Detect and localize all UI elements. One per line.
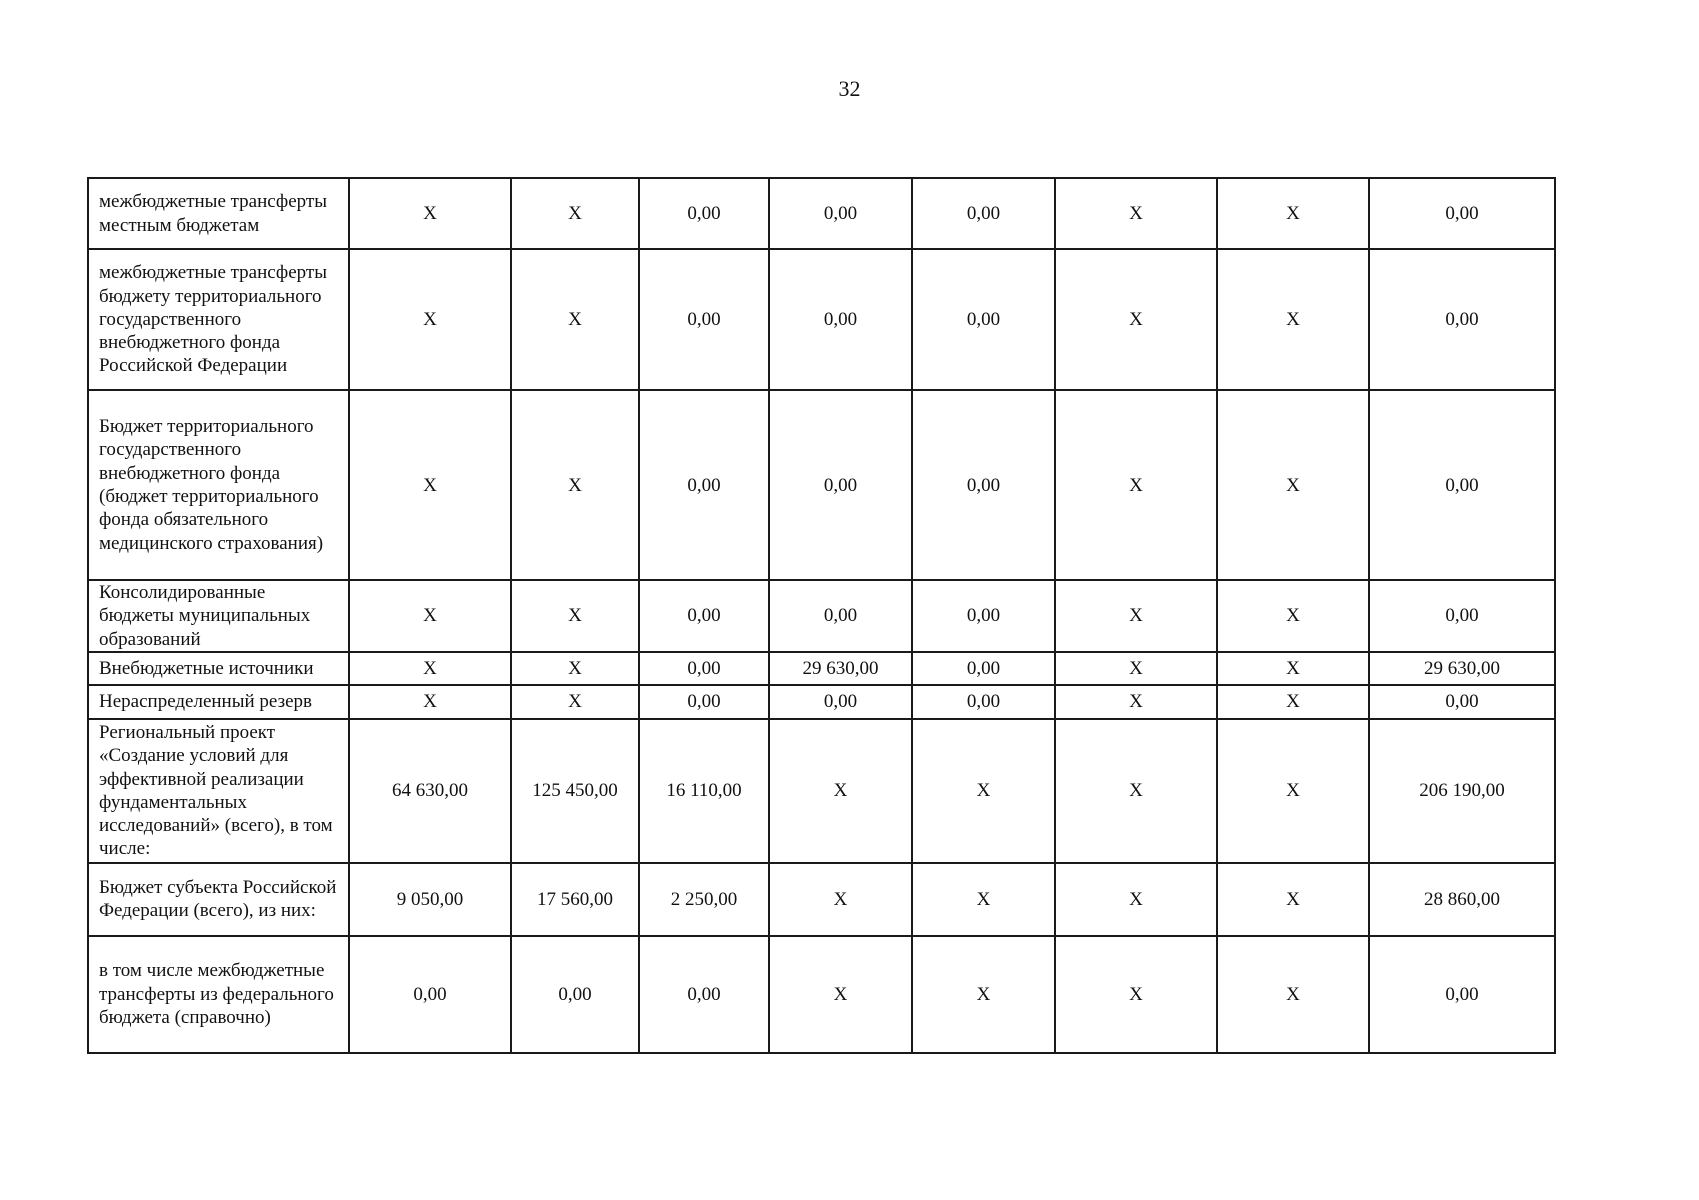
row-label: межбюджетные трансферты бюджету территориального государственного внебюджетного фонда Российской Федерации [88, 249, 349, 390]
table-cell: X [1217, 580, 1369, 652]
table-cell: X [1055, 685, 1217, 719]
table-cell: 0,00 [639, 249, 769, 390]
row-label: Бюджет территориального государственного внебюджетного фонда (бюджет территориального фонда обязательного медицинского страхования) [88, 390, 349, 580]
table-row [88, 685, 1555, 719]
table-cell: X [511, 390, 639, 580]
budget-table [87, 177, 1556, 1054]
table-row [88, 719, 1555, 863]
row-label: Бюджет субъекта Российской Федерации (всего), из них: [88, 863, 349, 936]
table-cell: 0,00 [769, 178, 912, 249]
table-cell: 0,00 [639, 652, 769, 685]
table-cell: 64 630,00 [349, 719, 511, 863]
table-row [88, 936, 1555, 1053]
table-cell: 0,00 [639, 390, 769, 580]
table-cell: 0,00 [912, 652, 1055, 685]
table-cell: 0,00 [912, 249, 1055, 390]
table-cell: 0,00 [1369, 178, 1555, 249]
table-cell: 0,00 [769, 249, 912, 390]
table-cell: X [1055, 178, 1217, 249]
table-cell: 0,00 [912, 390, 1055, 580]
row-label: Региональный проект «Создание условий для эффективной реализации фундаментальных исследований» (всего), в том числе: [88, 719, 349, 863]
table-cell: 0,00 [639, 580, 769, 652]
table-cell: 29 630,00 [1369, 652, 1555, 685]
table-cell: X [1217, 863, 1369, 936]
table-cell: X [1055, 249, 1217, 390]
table-cell: X [349, 178, 511, 249]
page-number: 32 [838, 76, 861, 101]
table-cell: 0,00 [912, 178, 1055, 249]
table-cell: 0,00 [1369, 249, 1555, 390]
table-cell: X [1217, 652, 1369, 685]
table-cell: X [1055, 580, 1217, 652]
table-cell: 0,00 [1369, 580, 1555, 652]
table-row [88, 249, 1555, 390]
table-cell: X [769, 936, 912, 1053]
table-cell: 0,00 [1369, 936, 1555, 1053]
row-label: Нераспределенный резерв [88, 685, 349, 719]
table-cell: 9 050,00 [349, 863, 511, 936]
table-cell: X [511, 652, 639, 685]
table-cell: X [511, 580, 639, 652]
table-cell: X [511, 249, 639, 390]
table-cell: 125 450,00 [511, 719, 639, 863]
table-cell: X [912, 719, 1055, 863]
table-cell: X [1055, 863, 1217, 936]
table-cell: X [349, 652, 511, 685]
table-row [88, 580, 1555, 652]
table-cell: X [769, 719, 912, 863]
table-cell: X [511, 178, 639, 249]
table-cell: 0,00 [769, 390, 912, 580]
table-cell: X [1217, 390, 1369, 580]
table-cell: X [912, 863, 1055, 936]
table-cell: X [349, 390, 511, 580]
table-cell: X [349, 580, 511, 652]
table-row [88, 390, 1555, 580]
table-row [88, 863, 1555, 936]
table-row [88, 652, 1555, 685]
table-cell: 29 630,00 [769, 652, 912, 685]
table-cell: 0,00 [511, 936, 639, 1053]
table-cell: 0,00 [769, 580, 912, 652]
table-cell: 0,00 [912, 685, 1055, 719]
table-cell: X [1217, 178, 1369, 249]
table-cell: 0,00 [639, 178, 769, 249]
table-row [88, 178, 1555, 249]
table-cell: X [1217, 249, 1369, 390]
table-cell: X [1217, 936, 1369, 1053]
table-cell: 0,00 [769, 685, 912, 719]
table-cell: 28 860,00 [1369, 863, 1555, 936]
table-cell: 0,00 [639, 936, 769, 1053]
table-cell: 0,00 [639, 685, 769, 719]
table-cell: X [912, 936, 1055, 1053]
table-cell: X [1055, 719, 1217, 863]
table-cell: 0,00 [1369, 685, 1555, 719]
table-cell: 0,00 [912, 580, 1055, 652]
table-cell: X [349, 249, 511, 390]
table-cell: 2 250,00 [639, 863, 769, 936]
table-cell: X [511, 685, 639, 719]
row-label: Внебюджетные источники [88, 652, 349, 685]
table-cell: X [1055, 390, 1217, 580]
table-cell: 206 190,00 [1369, 719, 1555, 863]
table-cell: X [349, 685, 511, 719]
table-cell: X [769, 863, 912, 936]
table-cell: 0,00 [1369, 390, 1555, 580]
table-cell: 16 110,00 [639, 719, 769, 863]
table-cell: X [1055, 936, 1217, 1053]
table-cell: X [1055, 652, 1217, 685]
table-cell: X [1217, 719, 1369, 863]
table-cell: 17 560,00 [511, 863, 639, 936]
row-label: межбюджетные трансферты местным бюджетам [88, 178, 349, 249]
row-label: в том числе межбюджетные трансферты из федерального бюджета (справочно) [88, 936, 349, 1053]
table-cell: X [1217, 685, 1369, 719]
table-cell: 0,00 [349, 936, 511, 1053]
row-label: Консолидированные бюджеты муниципальных образований [88, 580, 349, 652]
